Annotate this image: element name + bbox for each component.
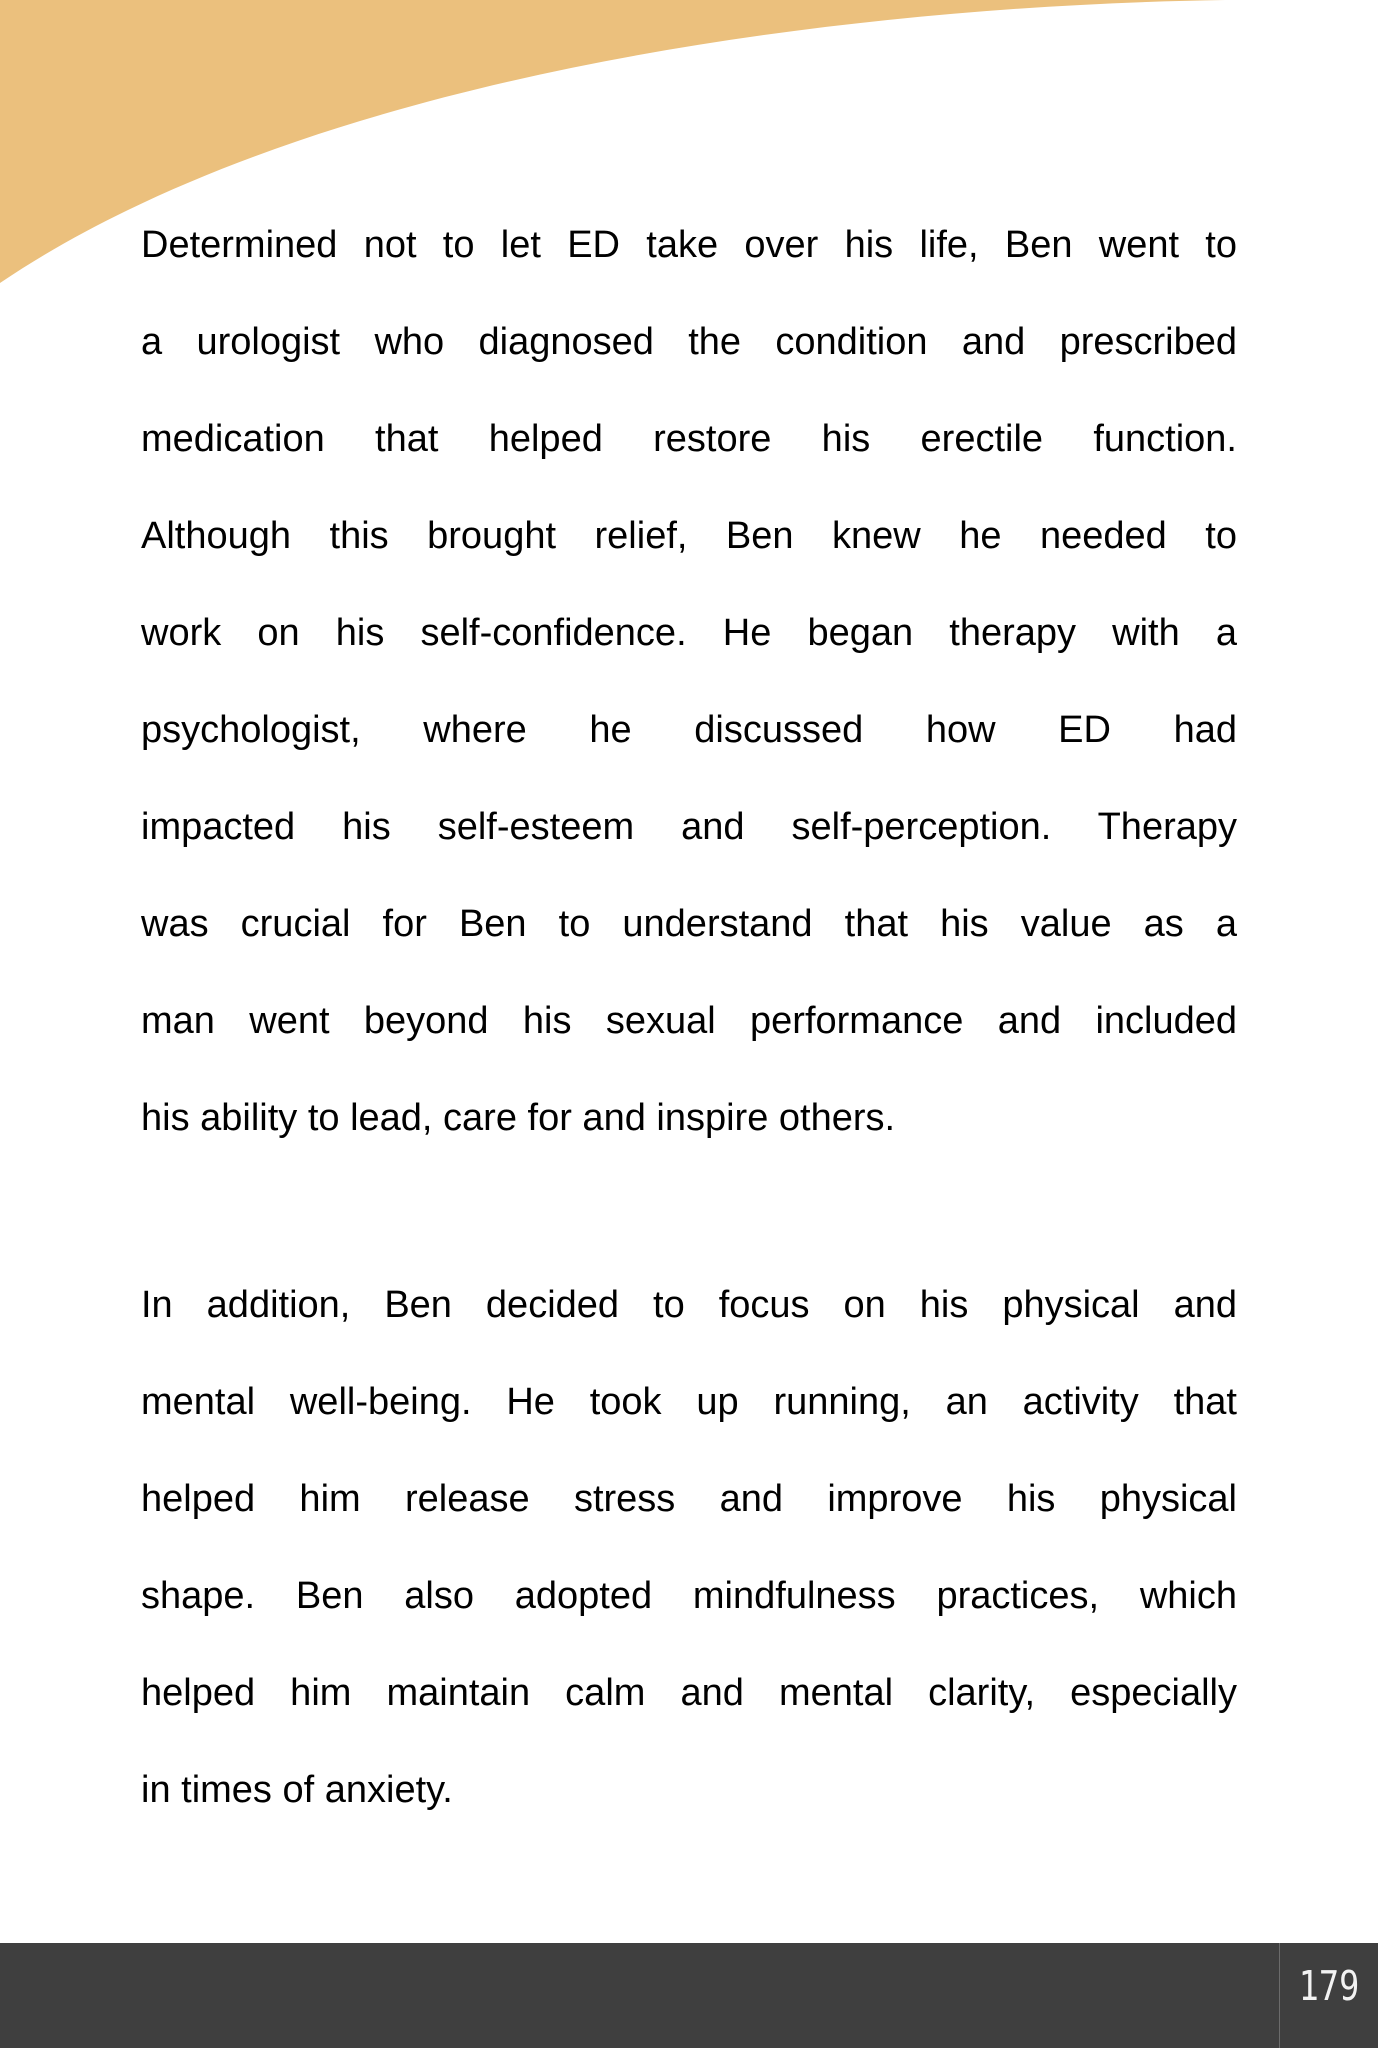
text-line: work on his self-confidence. He began therapy with a	[141, 612, 1237, 654]
text-line: medication that helped restore his erectile function.	[141, 418, 1237, 460]
text-line: a urologist who diagnosed the condition and prescribed	[141, 321, 1237, 363]
paragraph-2	[141, 1257, 1237, 1839]
footer-bar	[0, 1943, 1378, 2048]
text-line: Determined not to let ED take over his life, Ben went to	[141, 224, 1237, 266]
text-line: in times of anxiety.	[141, 1769, 453, 1811]
footer-divider	[1279, 1943, 1280, 2048]
text-line: Although this brought relief, Ben knew he needed to	[141, 515, 1237, 557]
text-line: shape. Ben also adopted mindfulness practices, which	[141, 1575, 1237, 1617]
text-line: helped him release stress and improve his physical	[141, 1478, 1237, 1520]
text-line: man went beyond his sexual performance and included	[141, 1000, 1237, 1042]
text-line: helped him maintain calm and mental clarity, especially	[141, 1672, 1237, 1714]
text-line: In addition, Ben decided to focus on his physical and	[141, 1284, 1237, 1326]
text-line: his ability to lead, care for and inspire others.	[141, 1097, 896, 1139]
text-line: mental well-being. He took up running, an activity that	[141, 1381, 1237, 1423]
body-text	[141, 197, 1237, 1839]
text-line: impacted his self-esteem and self-perception. Therapy	[141, 806, 1237, 848]
page-number: 179	[1298, 1961, 1360, 2010]
paragraph-1	[141, 197, 1237, 1167]
text-line: was crucial for Ben to understand that his value as a	[141, 903, 1237, 945]
text-line: psychologist, where he discussed how ED had	[141, 709, 1237, 751]
